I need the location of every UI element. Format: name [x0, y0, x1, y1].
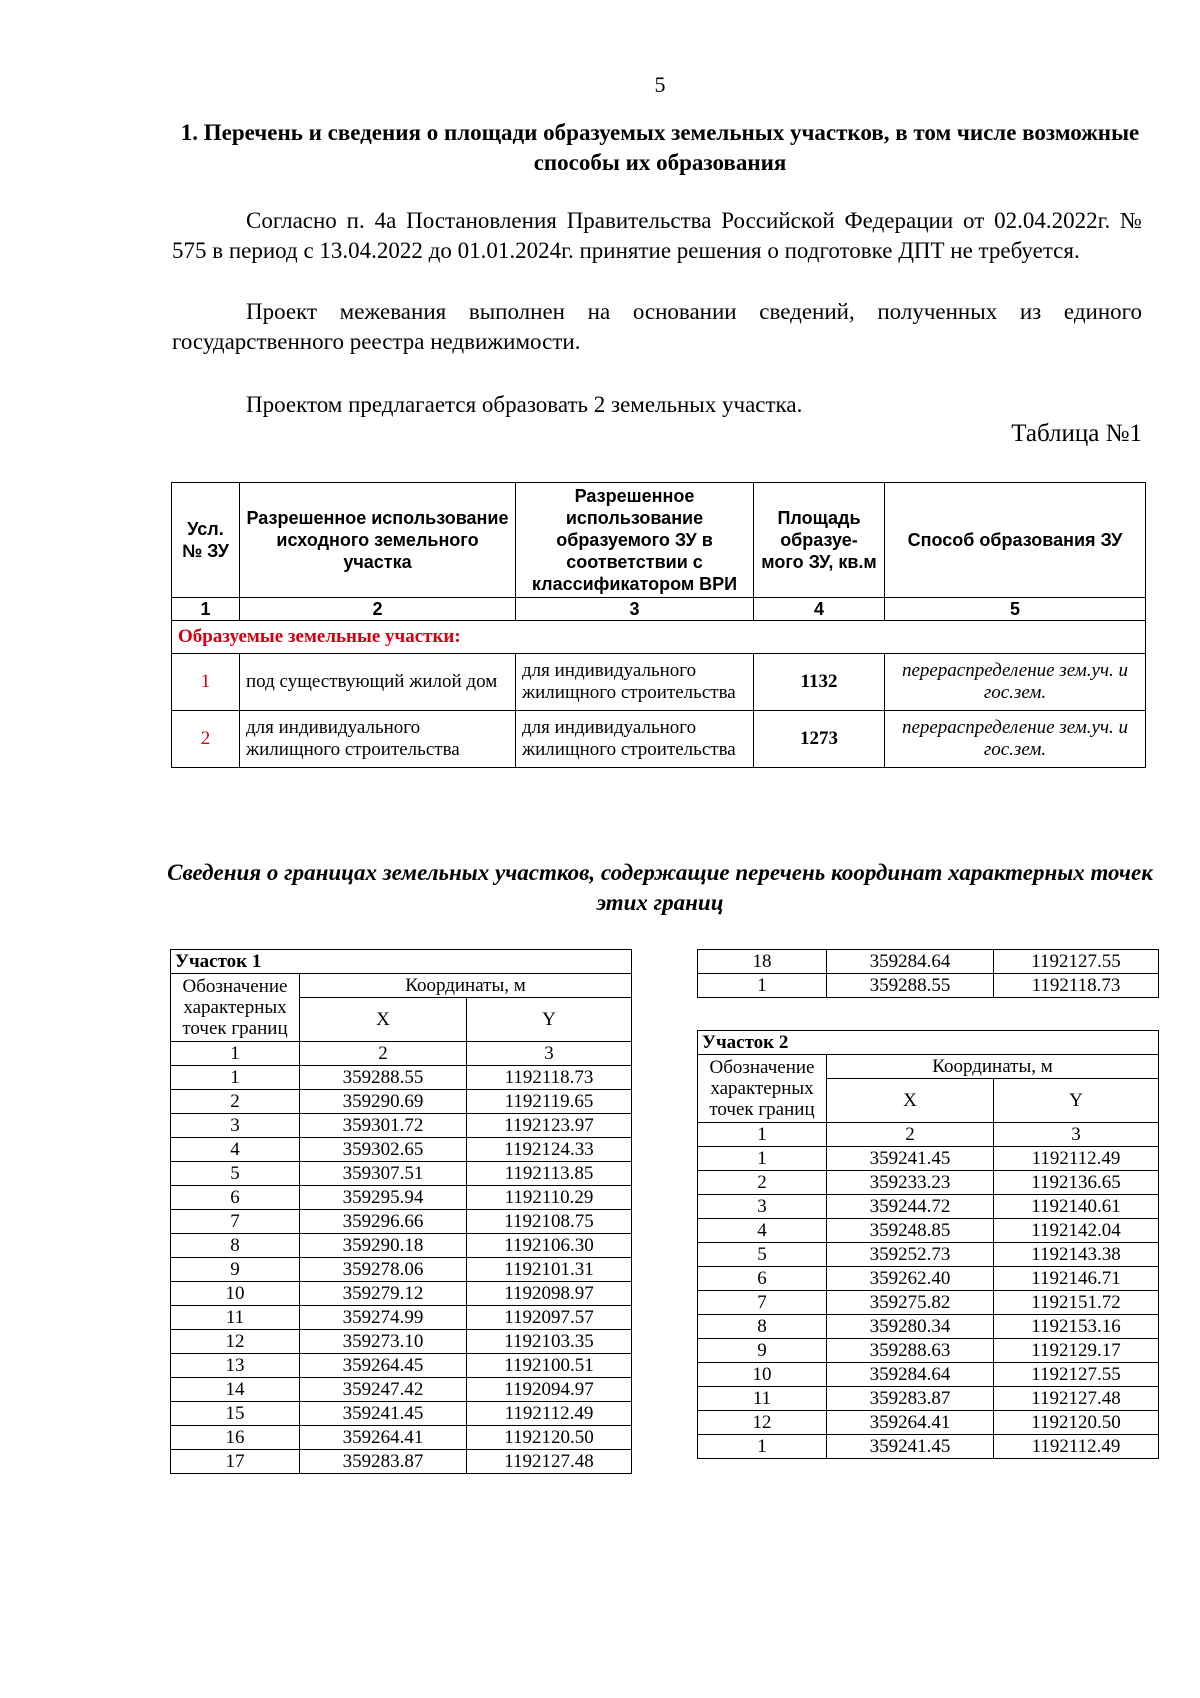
col-number: 1	[171, 1042, 300, 1066]
point-label: 6	[171, 1186, 300, 1210]
point-label: 7	[698, 1291, 827, 1315]
point-label: 9	[698, 1339, 827, 1363]
x-value: 359283.87	[300, 1450, 467, 1474]
point-label: 1	[698, 1147, 827, 1171]
y-header: Y	[467, 998, 632, 1042]
y-value: 1192151.72	[994, 1291, 1159, 1315]
coordinate-row	[171, 1090, 632, 1114]
y-value: 1192106.30	[467, 1234, 632, 1258]
coordinates-header: Координаты, м	[300, 974, 632, 998]
y-value: 1192094.97	[467, 1378, 632, 1402]
point-label: 2	[171, 1090, 300, 1114]
y-value: 1192100.51	[467, 1354, 632, 1378]
coordinate-row	[171, 1282, 632, 1306]
page-number: 5	[654, 72, 666, 97]
col-number: 3	[516, 598, 754, 621]
new-use: для индивидуального жилищного строительства	[516, 711, 754, 768]
y-value: 1192103.35	[467, 1330, 632, 1354]
formation-method: перераспределение зем.уч. и гос.зем.	[885, 711, 1146, 768]
coordinate-row	[698, 1243, 1159, 1267]
col-number: 1	[698, 1123, 827, 1147]
coordinates-header: Координаты, м	[827, 1055, 1159, 1079]
point-label: 10	[698, 1363, 827, 1387]
x-value: 359248.85	[827, 1219, 994, 1243]
point-label: 11	[698, 1387, 827, 1411]
x-value: 359307.51	[300, 1162, 467, 1186]
table-row	[172, 654, 1146, 711]
point-label: 11	[171, 1306, 300, 1330]
point-label: 17	[171, 1450, 300, 1474]
coordinate-row	[698, 950, 1159, 974]
y-value: 1192127.48	[467, 1450, 632, 1474]
coordinate-row	[698, 1387, 1159, 1411]
header-area: Площадь образуе-мого ЗУ, кв.м	[754, 483, 885, 598]
point-label: 6	[698, 1267, 827, 1291]
point-label: 7	[171, 1210, 300, 1234]
coordinate-row	[698, 1435, 1159, 1459]
coordinate-row	[171, 1306, 632, 1330]
point-label: 5	[171, 1162, 300, 1186]
coordinate-row	[171, 1426, 632, 1450]
x-value: 359288.63	[827, 1339, 994, 1363]
point-label: 4	[171, 1138, 300, 1162]
point-label: 18	[698, 950, 827, 974]
point-label: 3	[698, 1195, 827, 1219]
y-value: 1192120.50	[467, 1426, 632, 1450]
coordinate-row	[171, 1186, 632, 1210]
y-value: 1192142.04	[994, 1219, 1159, 1243]
col-number: 2	[827, 1123, 994, 1147]
point-label: 1	[698, 974, 827, 998]
formation-method: перераспределение зем.уч. и гос.зем.	[885, 654, 1146, 711]
designation-header: Обозначение характерных точек границ	[171, 974, 300, 1042]
plot1-coordinates-table	[170, 949, 632, 1474]
x-value: 359301.72	[300, 1114, 467, 1138]
x-header: X	[827, 1079, 994, 1123]
col-number: 5	[885, 598, 1146, 621]
point-label: 9	[171, 1258, 300, 1282]
plots-summary-table	[171, 482, 1146, 768]
y-value: 1192136.65	[994, 1171, 1159, 1195]
y-value: 1192124.33	[467, 1138, 632, 1162]
x-value: 359264.41	[827, 1411, 994, 1435]
x-value: 359288.55	[300, 1066, 467, 1090]
point-label: 1	[171, 1066, 300, 1090]
y-value: 1192146.71	[994, 1267, 1159, 1291]
coordinate-row	[171, 1258, 632, 1282]
header-new-use: Разрешенное использование образуемого ЗУ в соответствии с классификатором ВРИ	[516, 483, 754, 598]
y-value: 1192112.49	[994, 1435, 1159, 1459]
y-value: 1192113.85	[467, 1162, 632, 1186]
y-value: 1192108.75	[467, 1210, 632, 1234]
x-value: 359273.10	[300, 1330, 467, 1354]
paragraph-basis: Проект межевания выполнен на основании сведений, полученных из единого государственного реестра недвижимости.	[172, 299, 1142, 354]
coordinate-row	[698, 1171, 1159, 1195]
source-use: под существующий жилой дом	[240, 654, 516, 711]
coordinate-row	[171, 1450, 632, 1474]
x-value: 359296.66	[300, 1210, 467, 1234]
x-header: X	[300, 998, 467, 1042]
section-heading: 1. Перечень и сведения о площади образуемых земельных участков, в том числе возможные способы их образования	[180, 120, 1140, 175]
coordinates-subtitle: Сведения о границах земельных участков, содержащие перечень координат характерных точек этих границ	[167, 860, 1153, 915]
header-source-use: Разрешенное использование исходного земельного участка	[240, 483, 516, 598]
x-value: 359264.41	[300, 1426, 467, 1450]
point-label: 15	[171, 1402, 300, 1426]
point-label: 5	[698, 1243, 827, 1267]
plot1-title: Участок 1	[171, 950, 632, 974]
new-use: для индивидуального жилищного строительства	[516, 654, 754, 711]
x-value: 359247.42	[300, 1378, 467, 1402]
coordinate-row	[698, 1267, 1159, 1291]
y-value: 1192127.55	[994, 950, 1159, 974]
y-value: 1192101.31	[467, 1258, 632, 1282]
x-value: 359280.34	[827, 1315, 994, 1339]
x-value: 359241.45	[827, 1147, 994, 1171]
point-label: 14	[171, 1378, 300, 1402]
col-number: 1	[172, 598, 240, 621]
plot2-title: Участок 2	[698, 1031, 1159, 1055]
x-value: 359274.99	[300, 1306, 467, 1330]
coordinate-row	[171, 1114, 632, 1138]
plot1-continued-table	[697, 949, 1159, 998]
coordinate-row	[698, 1147, 1159, 1171]
col-number: 2	[240, 598, 516, 621]
point-label: 16	[171, 1426, 300, 1450]
point-label: 1	[698, 1435, 827, 1459]
x-value: 359283.87	[827, 1387, 994, 1411]
x-value: 359233.23	[827, 1171, 994, 1195]
coordinate-row	[698, 1315, 1159, 1339]
table-label: Таблица №1	[1011, 420, 1142, 447]
coordinate-row	[171, 1330, 632, 1354]
plot-number: 1	[172, 654, 240, 711]
source-use: для индивидуального жилищного строительства	[240, 711, 516, 768]
point-label: 10	[171, 1282, 300, 1306]
section-label: Образуемые земельные участки:	[172, 621, 1146, 654]
y-value: 1192110.29	[467, 1186, 632, 1210]
coordinate-row	[171, 1066, 632, 1090]
y-value: 1192112.49	[467, 1402, 632, 1426]
coordinate-row	[171, 1234, 632, 1258]
y-value: 1192112.49	[994, 1147, 1159, 1171]
point-label: 12	[171, 1330, 300, 1354]
coordinate-row	[171, 1378, 632, 1402]
x-value: 359275.82	[827, 1291, 994, 1315]
col-number: 2	[300, 1042, 467, 1066]
col-number: 3	[467, 1042, 632, 1066]
y-value: 1192129.17	[994, 1339, 1159, 1363]
coordinate-row	[171, 1138, 632, 1162]
x-value: 359244.72	[827, 1195, 994, 1219]
coordinate-row	[171, 1354, 632, 1378]
y-value: 1192098.97	[467, 1282, 632, 1306]
y-value: 1192118.73	[994, 974, 1159, 998]
x-value: 359264.45	[300, 1354, 467, 1378]
coordinate-row	[698, 1411, 1159, 1435]
plot-area: 1273	[754, 711, 885, 768]
point-label: 13	[171, 1354, 300, 1378]
x-value: 359290.69	[300, 1090, 467, 1114]
col-number: 4	[754, 598, 885, 621]
plot-number: 2	[172, 711, 240, 768]
point-label: 3	[171, 1114, 300, 1138]
point-label: 8	[171, 1234, 300, 1258]
x-value: 359284.64	[827, 1363, 994, 1387]
coordinate-row	[171, 1210, 632, 1234]
y-value: 1192127.55	[994, 1363, 1159, 1387]
paragraph-proposal: Проектом предлагается образовать 2 земельных участка.	[246, 392, 803, 417]
header-method: Способ образования ЗУ	[885, 483, 1146, 598]
x-value: 359241.45	[827, 1435, 994, 1459]
point-label: 2	[698, 1171, 827, 1195]
designation-header: Обозначение характерных точек границ	[698, 1055, 827, 1123]
table-row	[172, 711, 1146, 768]
x-value: 359278.06	[300, 1258, 467, 1282]
y-value: 1192123.97	[467, 1114, 632, 1138]
x-value: 359290.18	[300, 1234, 467, 1258]
coordinate-row	[698, 1291, 1159, 1315]
point-label: 8	[698, 1315, 827, 1339]
coordinate-row	[698, 1195, 1159, 1219]
coordinate-row	[698, 1339, 1159, 1363]
coordinate-row	[171, 1162, 632, 1186]
y-value: 1192097.57	[467, 1306, 632, 1330]
point-label: 12	[698, 1411, 827, 1435]
y-header: Y	[994, 1079, 1159, 1123]
x-value: 359279.12	[300, 1282, 467, 1306]
coordinate-row	[698, 974, 1159, 998]
y-value: 1192153.16	[994, 1315, 1159, 1339]
y-value: 1192143.38	[994, 1243, 1159, 1267]
x-value: 359295.94	[300, 1186, 467, 1210]
x-value: 359288.55	[827, 974, 994, 998]
coordinate-row	[171, 1402, 632, 1426]
plot-area: 1132	[754, 654, 885, 711]
x-value: 359241.45	[300, 1402, 467, 1426]
x-value: 359252.73	[827, 1243, 994, 1267]
paragraph-decree: Согласно п. 4а Постановления Правительства Российской Федерации от 02.04.2022г. № 575 в период с 13.04.2022 до 01.01.2024г. принятие решения о подготовке ДПТ не требуется.	[172, 208, 1142, 263]
x-value: 359302.65	[300, 1138, 467, 1162]
coordinate-row	[698, 1363, 1159, 1387]
y-value: 1192119.65	[467, 1090, 632, 1114]
x-value: 359262.40	[827, 1267, 994, 1291]
plot2-coordinates-table	[697, 1030, 1159, 1459]
coordinate-row	[698, 1219, 1159, 1243]
col-number: 3	[994, 1123, 1159, 1147]
y-value: 1192120.50	[994, 1411, 1159, 1435]
y-value: 1192127.48	[994, 1387, 1159, 1411]
y-value: 1192140.61	[994, 1195, 1159, 1219]
point-label: 4	[698, 1219, 827, 1243]
y-value: 1192118.73	[467, 1066, 632, 1090]
x-value: 359284.64	[827, 950, 994, 974]
header-plot-number: Усл. № ЗУ	[172, 483, 240, 598]
